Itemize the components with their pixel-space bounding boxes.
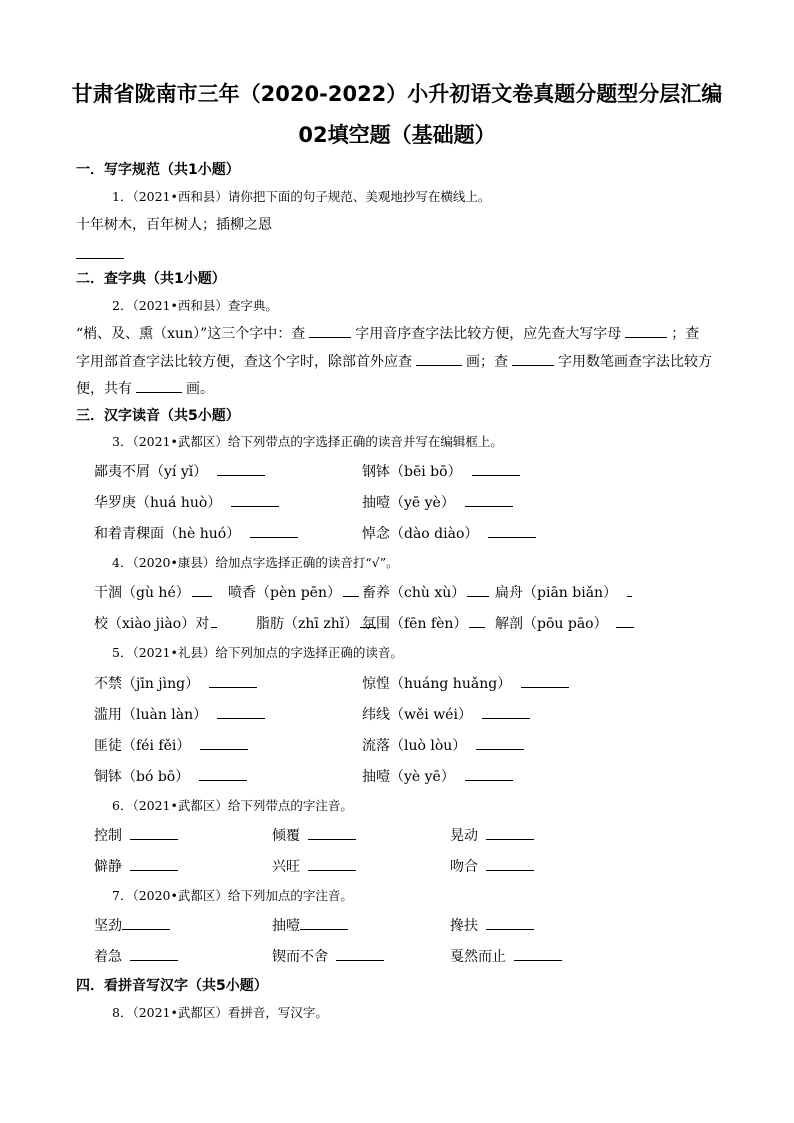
answer-blank[interactable] [231, 492, 279, 507]
answer-blank[interactable] [76, 244, 124, 259]
answer-blank[interactable] [336, 946, 384, 961]
question-4-item [362, 582, 491, 602]
answer-blank[interactable] [488, 523, 536, 538]
item-text: 干涸（gù hé） [94, 585, 190, 601]
question-4-item [362, 613, 487, 633]
question-2-text: ；查 [671, 326, 700, 342]
item-text: 抽噎 [272, 918, 300, 934]
item-text: 悼念（dào diào） [362, 526, 479, 542]
answer-blank[interactable] [486, 856, 534, 871]
answer-blank[interactable] [465, 766, 513, 781]
answer-blank[interactable] [465, 492, 513, 507]
item-text: 解剖（pōu pāo） [495, 616, 608, 632]
answer-blank[interactable] [209, 673, 257, 688]
item-text: 惊惶（huáng huǎng） [362, 676, 512, 692]
question-3-item [94, 492, 279, 512]
answer-blank[interactable] [308, 825, 356, 840]
item-text: 坚劲 [94, 918, 122, 934]
item-text: 控制 [94, 828, 122, 844]
item-text: 鄙夷不屑（yí yǐ） [94, 464, 208, 480]
question-3-item [94, 523, 298, 543]
question-5-item [94, 673, 257, 693]
item-text: 脂肪（zhī zhǐ） [256, 616, 359, 632]
question-8-stem: 8．（2021•武都区）看拼音，写汉字。 [112, 1005, 328, 1020]
question-4-item [256, 613, 378, 633]
question-5-item [94, 704, 265, 724]
answer-blank[interactable] [627, 582, 632, 597]
document-title-line-2: 02填空题（基础题） [298, 123, 496, 147]
item-text: 钢钵（bēi bō） [362, 464, 462, 480]
answer-blank[interactable] [467, 582, 489, 597]
question-2-line-2 [76, 351, 712, 371]
answer-blank[interactable] [199, 766, 247, 781]
answer-blank[interactable] [122, 915, 170, 930]
answer-blank[interactable] [308, 856, 356, 871]
item-text: 戛然而止 [450, 949, 506, 965]
question-7-stem: 7．（2020•武都区）给下列加点的字注音。 [112, 888, 353, 903]
section-heading-writing: 一．写字规范（共1小题） [76, 162, 240, 178]
item-text: 着急 [94, 949, 122, 965]
item-text: 流落（luò lòu） [362, 738, 467, 754]
answer-blank[interactable] [130, 825, 178, 840]
answer-blank[interactable] [130, 856, 178, 871]
item-text: 校（xiào jiào）对 [94, 616, 210, 632]
answer-blank[interactable] [486, 825, 534, 840]
question-2-text: 字用数笔画查字法比较方 [558, 354, 712, 370]
question-6-item [272, 856, 356, 876]
item-text: 滥用（luàn làn） [94, 707, 208, 723]
question-6-stem: 6．（2021•武都区）给下列带点的字注音。 [112, 798, 353, 813]
question-2-line-1 [76, 323, 699, 343]
question-6-item [94, 825, 178, 845]
question-4-item [94, 582, 214, 602]
answer-blank[interactable] [616, 613, 634, 628]
question-1-sentence: 十年树木，百年树人；插柳之恩 [76, 217, 272, 233]
question-2-text: “梢、及、熏（xun）”这三个字中：查 [76, 326, 306, 342]
answer-blank[interactable] [309, 323, 351, 338]
answer-blank[interactable] [192, 582, 212, 597]
item-text: 晃动 [450, 828, 478, 844]
question-4-item [94, 613, 219, 633]
item-text: 华罗庚（huá huò） [94, 495, 222, 511]
answer-blank[interactable] [217, 704, 265, 719]
question-5-item [362, 704, 530, 724]
item-text: 僻静 [94, 859, 122, 875]
question-5-item [362, 673, 569, 693]
item-text: 抽噎（yē yè） [362, 495, 455, 511]
answer-blank[interactable] [343, 582, 359, 597]
question-2-text: 字用部首查字法比较方便，查这个字时，除部首外应查 [76, 354, 412, 370]
question-7-item [94, 946, 178, 966]
answer-blank[interactable] [416, 351, 462, 366]
answer-blank[interactable] [625, 323, 667, 338]
answer-blank[interactable] [136, 378, 182, 393]
question-4-stem: 4．（2020•康县）给加点字选择正确的读音打“√”。 [112, 555, 399, 570]
question-4-item [228, 582, 361, 602]
question-2-stem: 2．（2021•西和县）查字典。 [112, 298, 278, 313]
item-text: 不禁（jīn jìng） [94, 676, 200, 692]
answer-blank[interactable] [486, 915, 534, 930]
question-6-item [450, 856, 534, 876]
item-text: 兴旺 [272, 859, 300, 875]
answer-blank[interactable] [211, 613, 217, 628]
question-7-item [272, 915, 348, 935]
answer-blank[interactable] [472, 461, 520, 476]
question-3-item [362, 492, 513, 512]
item-text: 锲而不舍 [272, 949, 328, 965]
answer-blank[interactable] [482, 704, 530, 719]
section-heading-pinyin: 四．看拼音写汉字（共5小题） [76, 978, 268, 994]
item-text: 扁舟（piān biǎn） [495, 585, 618, 601]
question-7-item [94, 915, 170, 935]
item-text: 氛围（fēn fèn） [362, 616, 468, 632]
document-title-line-1: 甘肃省陇南市三年（2020-2022）小升初语文卷真题分题型分层汇编 [71, 82, 723, 106]
question-5-item [362, 735, 524, 755]
question-3-item [362, 523, 536, 543]
section-heading-dictionary: 二．查字典（共1小题） [76, 271, 226, 287]
question-2-text: 画。 [186, 381, 214, 397]
question-2-text: 字用音序查字法比较方便，应先查大写字母 [355, 326, 622, 342]
item-text: 纬线（wěi wéi） [362, 707, 472, 723]
question-5-stem: 5．（2021•礼县）给下列加点的字选择正确的读音。 [112, 645, 403, 660]
question-6-item [450, 825, 534, 845]
answer-blank[interactable] [512, 351, 554, 366]
question-4-item [495, 613, 634, 633]
question-2-line-3 [76, 378, 214, 398]
question-7-item [272, 946, 384, 966]
item-text: 畜养（chù xù） [362, 585, 466, 601]
answer-blank[interactable] [217, 461, 265, 476]
item-text: 匪徒（féi fěi） [94, 738, 191, 754]
answer-blank[interactable] [200, 735, 248, 750]
question-5-item [94, 735, 248, 755]
question-2-text: 便，共有 [76, 381, 132, 397]
question-2-text: 画；查 [466, 354, 508, 370]
question-5-item [362, 766, 513, 786]
answer-blank[interactable] [476, 735, 524, 750]
answer-blank[interactable] [250, 523, 298, 538]
question-5-item [94, 766, 247, 786]
answer-blank[interactable] [300, 915, 348, 930]
answer-blank[interactable] [514, 946, 562, 961]
question-3-item [362, 461, 520, 481]
question-7-item [450, 915, 534, 935]
item-text: 吻合 [450, 859, 478, 875]
question-3-stem: 3．（2021•武都区）给下列带点的字选择正确的读音并写在编辑框上。 [112, 434, 503, 449]
answer-blank[interactable] [469, 613, 485, 628]
question-6-item [272, 825, 356, 845]
section-heading-pronunciation: 三．汉字读音（共5小题） [76, 408, 240, 424]
item-text: 和着青稞面（hè huó） [94, 526, 241, 542]
item-text: 搀扶 [450, 918, 478, 934]
answer-blank[interactable] [130, 946, 178, 961]
question-1-stem: 1．（2021•西和县）请你把下面的句子规范、美观地抄写在横线上。 [112, 189, 491, 204]
item-text: 倾覆 [272, 828, 300, 844]
answer-blank[interactable] [521, 673, 569, 688]
question-4-item [495, 582, 632, 602]
question-6-item [94, 856, 178, 876]
question-7-item [450, 946, 562, 966]
item-text: 喷香（pèn pēn） [228, 585, 341, 601]
item-text: 抽噎（yè yē） [362, 769, 455, 785]
question-3-item [94, 461, 265, 481]
item-text: 铜钵（bó bō） [94, 769, 190, 785]
